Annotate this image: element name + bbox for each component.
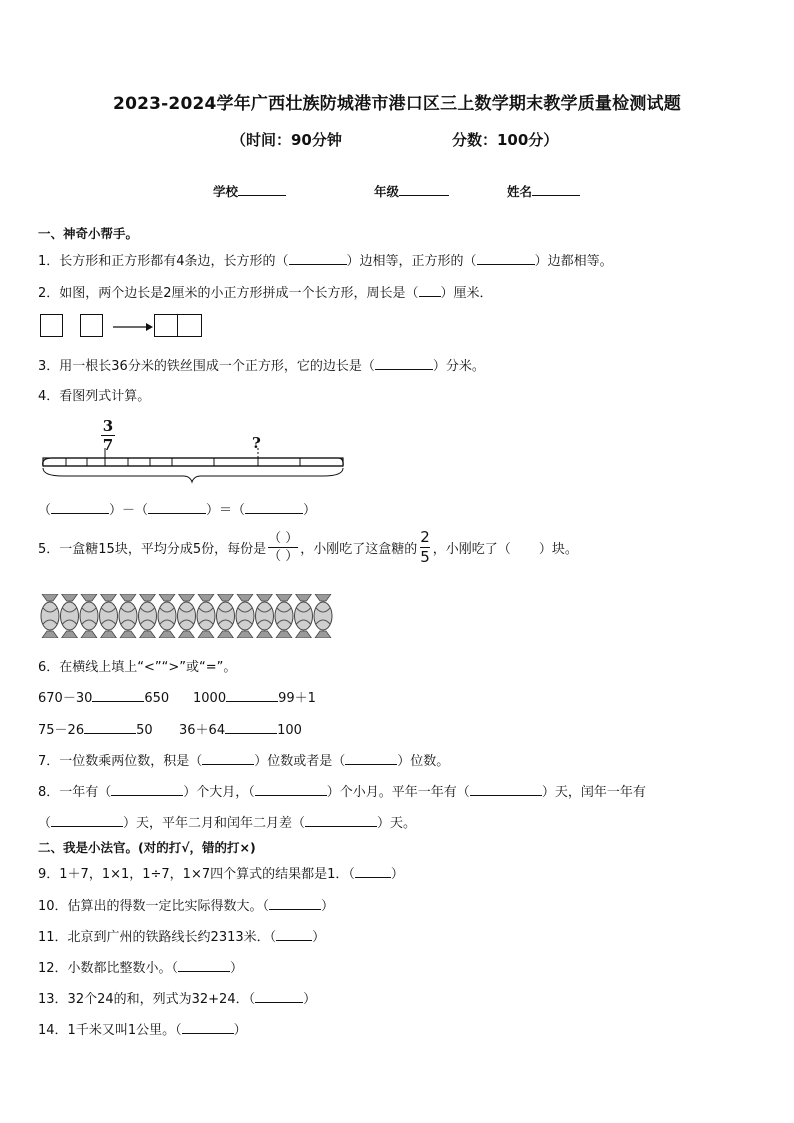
q10-blank[interactable] — [269, 897, 321, 910]
q8-text-a: 8．一年有（ — [38, 785, 112, 800]
q11-paren-close: ） — [312, 930, 326, 945]
question-1 — [38, 250, 613, 269]
q7-blank-2[interactable] — [345, 752, 397, 765]
candy-row — [40, 594, 340, 638]
q6-expr-3 — [38, 719, 153, 738]
q11-text: 11．北京到广州的铁路线长约2313米．（ — [38, 930, 277, 945]
q8-text-b: ）个大月，（ — [183, 785, 255, 800]
q6-expr-4 — [179, 719, 302, 738]
q8-text-c: ）个小月。平年一年有（ — [326, 785, 470, 800]
arrow-right-icon — [112, 320, 154, 334]
candy-icon — [119, 594, 137, 638]
q4-question-mark: ? — [252, 434, 261, 452]
q5-denominator-blank[interactable]: （ ） — [268, 549, 299, 564]
q6-expr-3-right: 50 — [136, 723, 153, 738]
q13-blank[interactable] — [255, 990, 303, 1003]
question-5 — [38, 530, 578, 565]
school-blank[interactable] — [238, 183, 286, 196]
q6-blank-2[interactable] — [226, 689, 278, 702]
q4-fraction-numerator: 3 — [102, 417, 114, 435]
q5-fraction-bar — [268, 547, 298, 548]
candy-icon — [61, 594, 79, 638]
q13-paren-close: ） — [303, 992, 317, 1007]
q14-blank[interactable] — [182, 1021, 234, 1034]
q13-text: 13．32个24的和，列式为32+24．（ — [38, 992, 256, 1007]
q5-answer-fraction[interactable] — [268, 532, 298, 563]
q5-numerator-blank[interactable]: （ ） — [268, 531, 299, 546]
question-4: 4．看图列式计算。 — [38, 389, 151, 404]
q7-text-c: ）位数。 — [397, 754, 450, 769]
q8-text-g: ）天。 — [377, 816, 417, 831]
q4-bar-diagram — [38, 448, 348, 490]
q10-paren-close: ） — [321, 899, 335, 914]
q6-expr-3-left: 75－26 — [38, 723, 85, 738]
question-8-line-1 — [38, 781, 646, 800]
question-8-line-2 — [38, 812, 416, 831]
question-6: 6．在横线上填上“<”“>”或“=”。 — [38, 660, 237, 675]
name-label: 姓名 — [507, 184, 533, 199]
candy-icon — [275, 594, 293, 638]
q4-blank-1[interactable] — [51, 501, 109, 514]
q6-blank-3[interactable] — [84, 721, 136, 734]
q8-text-e: （ — [38, 816, 52, 831]
q6-blank-1[interactable] — [92, 689, 144, 702]
candy-icon — [256, 594, 274, 638]
q5-text-b: ，小刚吃了这盒糖的 — [300, 542, 418, 557]
q4-blank-2[interactable] — [148, 501, 206, 514]
candy-icon — [80, 594, 98, 638]
candy-icon — [295, 594, 313, 638]
q6-expr-2-left: 1000 — [193, 691, 227, 706]
question-7 — [38, 750, 449, 769]
q5-fraction-denominator: 5 — [420, 548, 430, 566]
grade-label: 年级 — [374, 184, 400, 199]
q4-paren-close: ） — [303, 503, 317, 518]
q14-paren-close: ） — [233, 1023, 247, 1038]
q7-text-a: 7．一位数乘两位数，积是（ — [38, 754, 203, 769]
q4-fraction-denominator: 7 — [102, 436, 114, 454]
q5-text-c: ，小刚吃了（ — [432, 542, 511, 557]
q5-fraction — [420, 530, 430, 565]
q6-expr-1-left: 670－30 — [38, 691, 93, 706]
q4-equals: ）＝（ — [206, 503, 246, 518]
small-square-2 — [80, 314, 103, 337]
q8-blank-4[interactable] — [51, 814, 123, 827]
q1-text-c: ）边都相等。 — [534, 254, 613, 269]
q6-expr-4-right: 100 — [277, 723, 302, 738]
q12-text: 12．小数都比整数小。（ — [38, 961, 179, 976]
candy-icon — [217, 594, 235, 638]
candy-icon — [314, 594, 332, 638]
q12-paren-close: ） — [230, 961, 244, 976]
q4-minus: ）－（ — [109, 503, 149, 518]
q1-blank-2[interactable] — [477, 252, 535, 265]
q2-text-b: ）厘米． — [440, 286, 493, 301]
q8-blank-1[interactable] — [111, 783, 183, 796]
candy-icon — [197, 594, 215, 638]
candy-icon — [158, 594, 176, 638]
q6-blank-4[interactable] — [225, 721, 277, 734]
school-field — [213, 182, 286, 200]
q3-blank[interactable] — [375, 357, 433, 370]
q9-text: 9．1＋7，1×1，1÷7，1×7四个算式的结果都是1．（ — [38, 867, 355, 882]
q3-text-b: ）分米。 — [432, 359, 485, 374]
candy-icon — [139, 594, 157, 638]
candy-icon — [100, 594, 118, 638]
q8-text-f: ）天，平年二月和闰年二月差（ — [123, 816, 306, 831]
question-12 — [38, 957, 243, 976]
question-13 — [38, 988, 316, 1007]
q10-text: 10．估算出的得数一定比实际得数大。（ — [38, 899, 270, 914]
q5-text-d: ）块。 — [538, 542, 578, 557]
candy-icon — [178, 594, 196, 638]
q6-expr-2 — [193, 687, 316, 706]
question-14 — [38, 1019, 247, 1038]
time-label: （时间：90分钟 — [231, 131, 342, 149]
q3-text-a: 3．用一根长36分米的铁丝围成一个正方形，它的边长是（ — [38, 359, 375, 374]
q6-expr-4-left: 36＋64 — [179, 723, 226, 738]
q2-blank[interactable] — [419, 284, 441, 297]
q4-paren-1: （ — [38, 503, 52, 518]
name-field — [507, 182, 580, 200]
q8-blank-2[interactable] — [255, 783, 327, 796]
grade-blank[interactable] — [399, 183, 449, 196]
candy-icon — [236, 594, 254, 638]
q9-paren-close: ） — [390, 867, 404, 882]
section-heading-2: 二、我是小法官。(对的打√，错的打×) — [38, 840, 256, 855]
q1-text-b: ）边相等，正方形的（ — [346, 254, 477, 269]
q6-expr-1 — [38, 687, 169, 706]
q5-fraction-numerator: 2 — [420, 528, 430, 546]
question-2 — [38, 282, 493, 301]
section-heading-1: 一、神奇小帮手。 — [38, 226, 139, 241]
q6-expr-1-right: 650 — [144, 691, 170, 706]
q4-blank-3[interactable] — [245, 501, 303, 514]
q5-text-a: 5．一盒糖15块，平均分成5份，每份是 — [38, 542, 267, 557]
q2-text-a: 2．如图，两个边长是2厘米的小正方形拼成一个长方形，周长是（ — [38, 286, 419, 301]
question-3 — [38, 355, 485, 374]
page-title: 2023-2024学年广西壮族防城港市港口区三上数学期末教学质量检测试题 — [113, 94, 681, 114]
question-9 — [38, 863, 404, 882]
q4-equation — [38, 499, 316, 518]
school-label: 学校 — [213, 184, 239, 199]
q12-blank[interactable] — [178, 959, 230, 972]
q7-blank-1[interactable] — [202, 752, 254, 765]
q1-text-a: 1．长方形和正方形都有4条边，长方形的（ — [38, 254, 289, 269]
q1-blank-1[interactable] — [289, 252, 347, 265]
question-11 — [38, 926, 325, 945]
q9-blank[interactable] — [355, 865, 391, 878]
name-blank[interactable] — [532, 183, 580, 196]
q8-blank-5[interactable] — [305, 814, 377, 827]
q14-text: 14．1千米又叫1公里。（ — [38, 1023, 182, 1038]
small-square-1 — [40, 314, 63, 337]
q8-blank-3[interactable] — [470, 783, 542, 796]
q6-expr-2-right: 99＋1 — [278, 691, 316, 706]
grade-field — [374, 182, 449, 200]
score-label: 分数：100分） — [452, 131, 559, 149]
q11-blank[interactable] — [276, 928, 312, 941]
q7-text-b: ）位数或者是（ — [254, 754, 346, 769]
question-10 — [38, 895, 334, 914]
rectangle-divider — [177, 314, 178, 337]
candy-icon — [41, 594, 59, 638]
q8-text-d: ）天，闰年一年有 — [541, 785, 646, 800]
